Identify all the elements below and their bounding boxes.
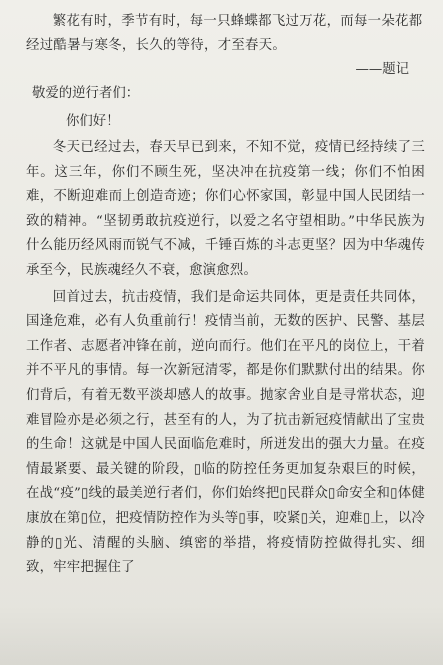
paragraph-1: 冬天已经过去，春天早已到来，不知不觉，疫情已经持续了三年。这三年，你们不顾生死，坚决冲在抗疫第一线；你们不怕困难，不断迎难而上创造奇迹；你们心怀家国，彰显中国人民团结一致的精神。“坚韧勇敢抗疫逆行，以爱之名守望相助。”中华民族为什么能历经风雨而锐气不减，千锤百炼的斗志更坚？因为中华魂传承至今，民族魂经久不衰，愈演愈烈。: [26, 140, 425, 278]
greeting: 你们好！: [66, 114, 120, 129]
salutation: 敬爱的逆行者们：: [32, 86, 140, 101]
epigraph-signature: ——题记: [355, 62, 409, 77]
paragraph-2: 回首过去，抗击疫情，我们是命运共同体，更是责任共同体，国逢危难，必有人负重前行！疫情当前，无数的医护、民警、基层工作者、志愿者冲锋在前，逆向而行。他们在平凡的岗位上，干着并不平凡的事情。每一次新冠清零，都是你们默默付出的结果。你们背后，有着无数平淡却感人的故事。抛家舍业自是寻常状态，迎难冒险亦是必须之行，甚至有的人，为了抗击新冠疫情献出了宝贵的生命！这就是中国人民面临危难时，所迸发出的强大力量。在疫情最紧要、最关键的阶段，▯临的防控任务更加复杂艰巨的时候，在战“疫”▯线的最美逆行者们，你们始终把▯民群众▯命安全和▯体健康放在第▯位，把疫情防控作为头等▯事，咬紧▯关，迎难▯上，以冷静的▯光、清醒的头脑、缜密的举措，将疫情防控做得扎实、细致，牢牢把握住了: [26, 289, 425, 576]
epigraph: 繁花有时，季节有时，每一只蜂蝶都飞过万花，而每一朵花都经过酷暑与寒冬，长久的等待，才至春天。: [26, 14, 423, 53]
